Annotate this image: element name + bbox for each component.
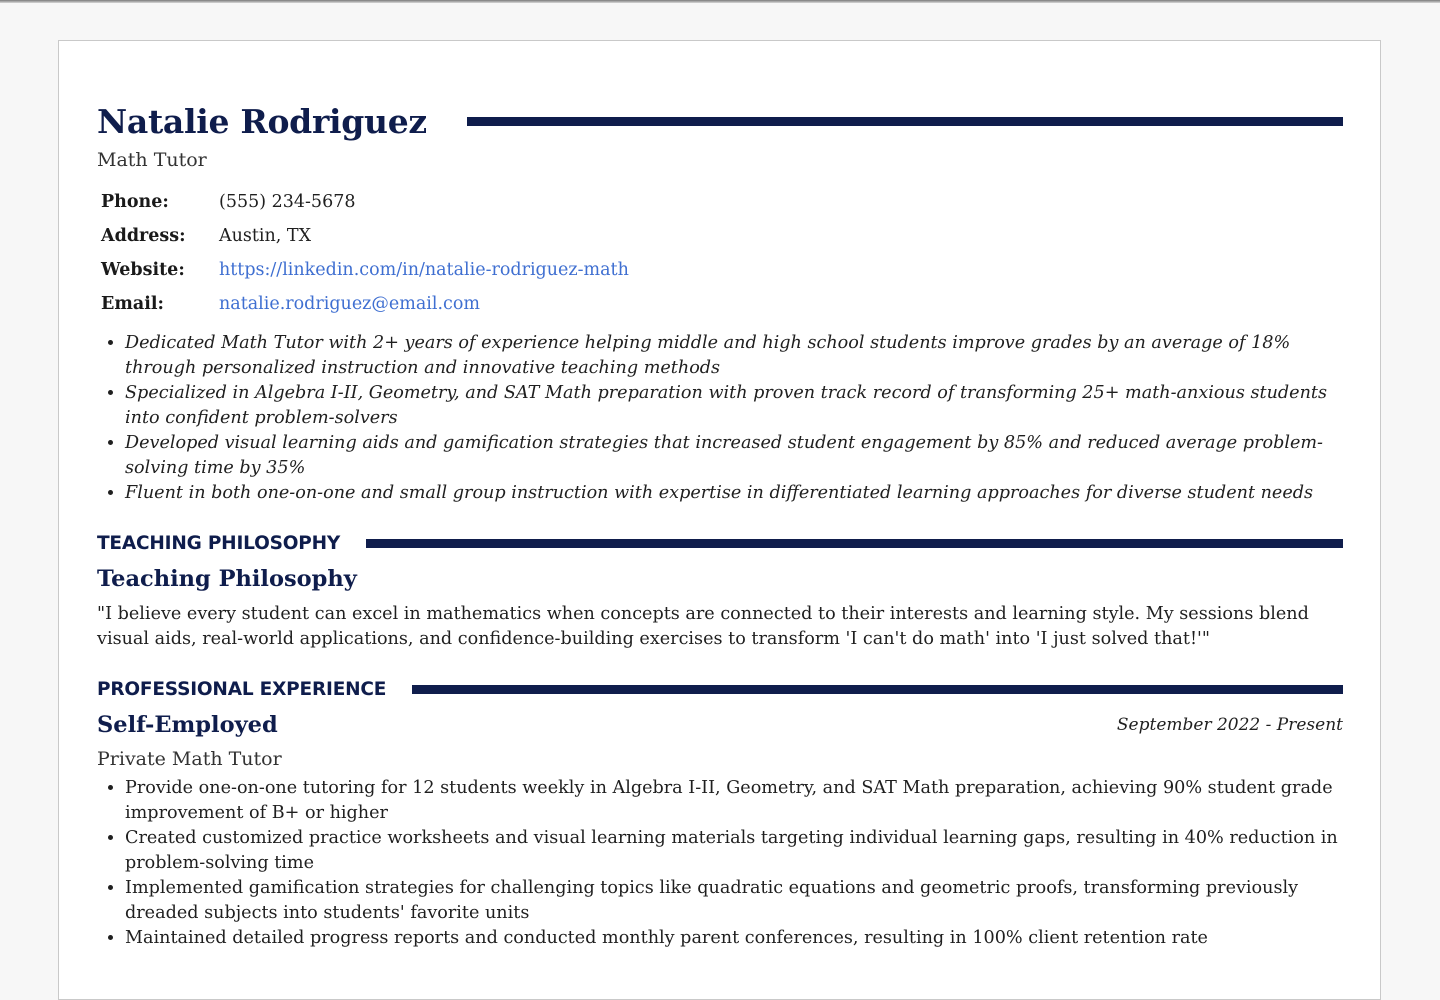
experience-section-header [97,674,1343,704]
philosophy-text: "I believe every student can excel in mathematics when concepts are connected to their interests and learning style. My sessions blend visual aids, real-world applications, and confidence-building exercises to transform 'I can't do math' into 'I just solved that!'" [97,604,1309,649]
experience-bullets [97,776,1343,951]
contact-row-address [101,219,629,253]
experience-bullet: • Provide one-on-one tutoring for 12 students weekly in Algebra I-II, Geometry, and SAT Math preparation, achieving 90% student grade improvement of B+ or higher [125,776,1343,826]
phone-label: Phone: [101,192,169,212]
job-title: Math Tutor [97,149,207,171]
email-link[interactable]: natalie.rodriguez@email.com [219,294,480,314]
philosophy-divider-rule [366,539,1343,548]
experience-entry-header [97,708,1343,742]
website-label: Website: [101,260,185,280]
summary-item: • Fluent in both one-on-one and small group instruction with expertise in differentiated learning approaches for diverse student needs [125,481,1343,506]
philosophy-section-title: TEACHING PHILOSOPHY [97,532,341,554]
summary-item: • Developed visual learning aids and gamification strategies that increased student engagement by 85% and reduced average problem-solving time by 35% [125,431,1343,481]
window-top-shadow [0,0,1440,3]
experience-divider-rule [412,685,1343,694]
website-link[interactable]: https://linkedin.com/in/natalie-rodriguez-math [219,260,629,280]
contact-row-website [101,253,629,287]
summary-list [97,331,1343,506]
contact-row-email [101,287,629,321]
philosophy-section-header [97,528,1343,558]
contact-row-phone [101,185,629,219]
experience-bullet: • Maintained detailed progress reports and conducted monthly parent conferences, resulting in 100% client retention rate [125,926,1343,951]
address-label: Address: [101,226,186,246]
name-divider-rule [467,117,1343,126]
employment-dates: September 2022 - Present [1116,715,1343,735]
experience-bullet: • Implemented gamification strategies for challenging topics like quadratic equations and geometric proofs, transforming previously dreaded subjects into students' favorite units [125,876,1343,926]
experience-bullet: • Created customized practice worksheets and visual learning materials targeting individual learning gaps, resulting in 40% reduction in problem-solving time [125,826,1343,876]
address-value: Austin, TX [219,226,312,246]
phone-value: (555) 234-5678 [219,192,356,212]
contact-table [101,185,629,321]
candidate-name: Natalie Rodriguez [97,101,427,141]
summary-item: • Dedicated Math Tutor with 2+ years of experience helping middle and high school students improve grades by an average of 18% through personalized instruction and innovative teaching methods [125,331,1343,381]
philosophy-heading: Teaching Philosophy [97,566,357,592]
email-label: Email: [101,294,164,314]
role-title: Private Math Tutor [97,748,282,770]
resume-content [97,99,1343,951]
employer-name: Self-Employed [97,712,278,738]
resume-page [58,40,1381,1000]
name-header [97,99,1343,143]
summary-item: • Specialized in Algebra I-II, Geometry, and SAT Math preparation with proven track record of transforming 25+ math-anxious students into confident problem-solvers [125,381,1343,431]
experience-section-title: PROFESSIONAL EXPERIENCE [97,678,387,700]
